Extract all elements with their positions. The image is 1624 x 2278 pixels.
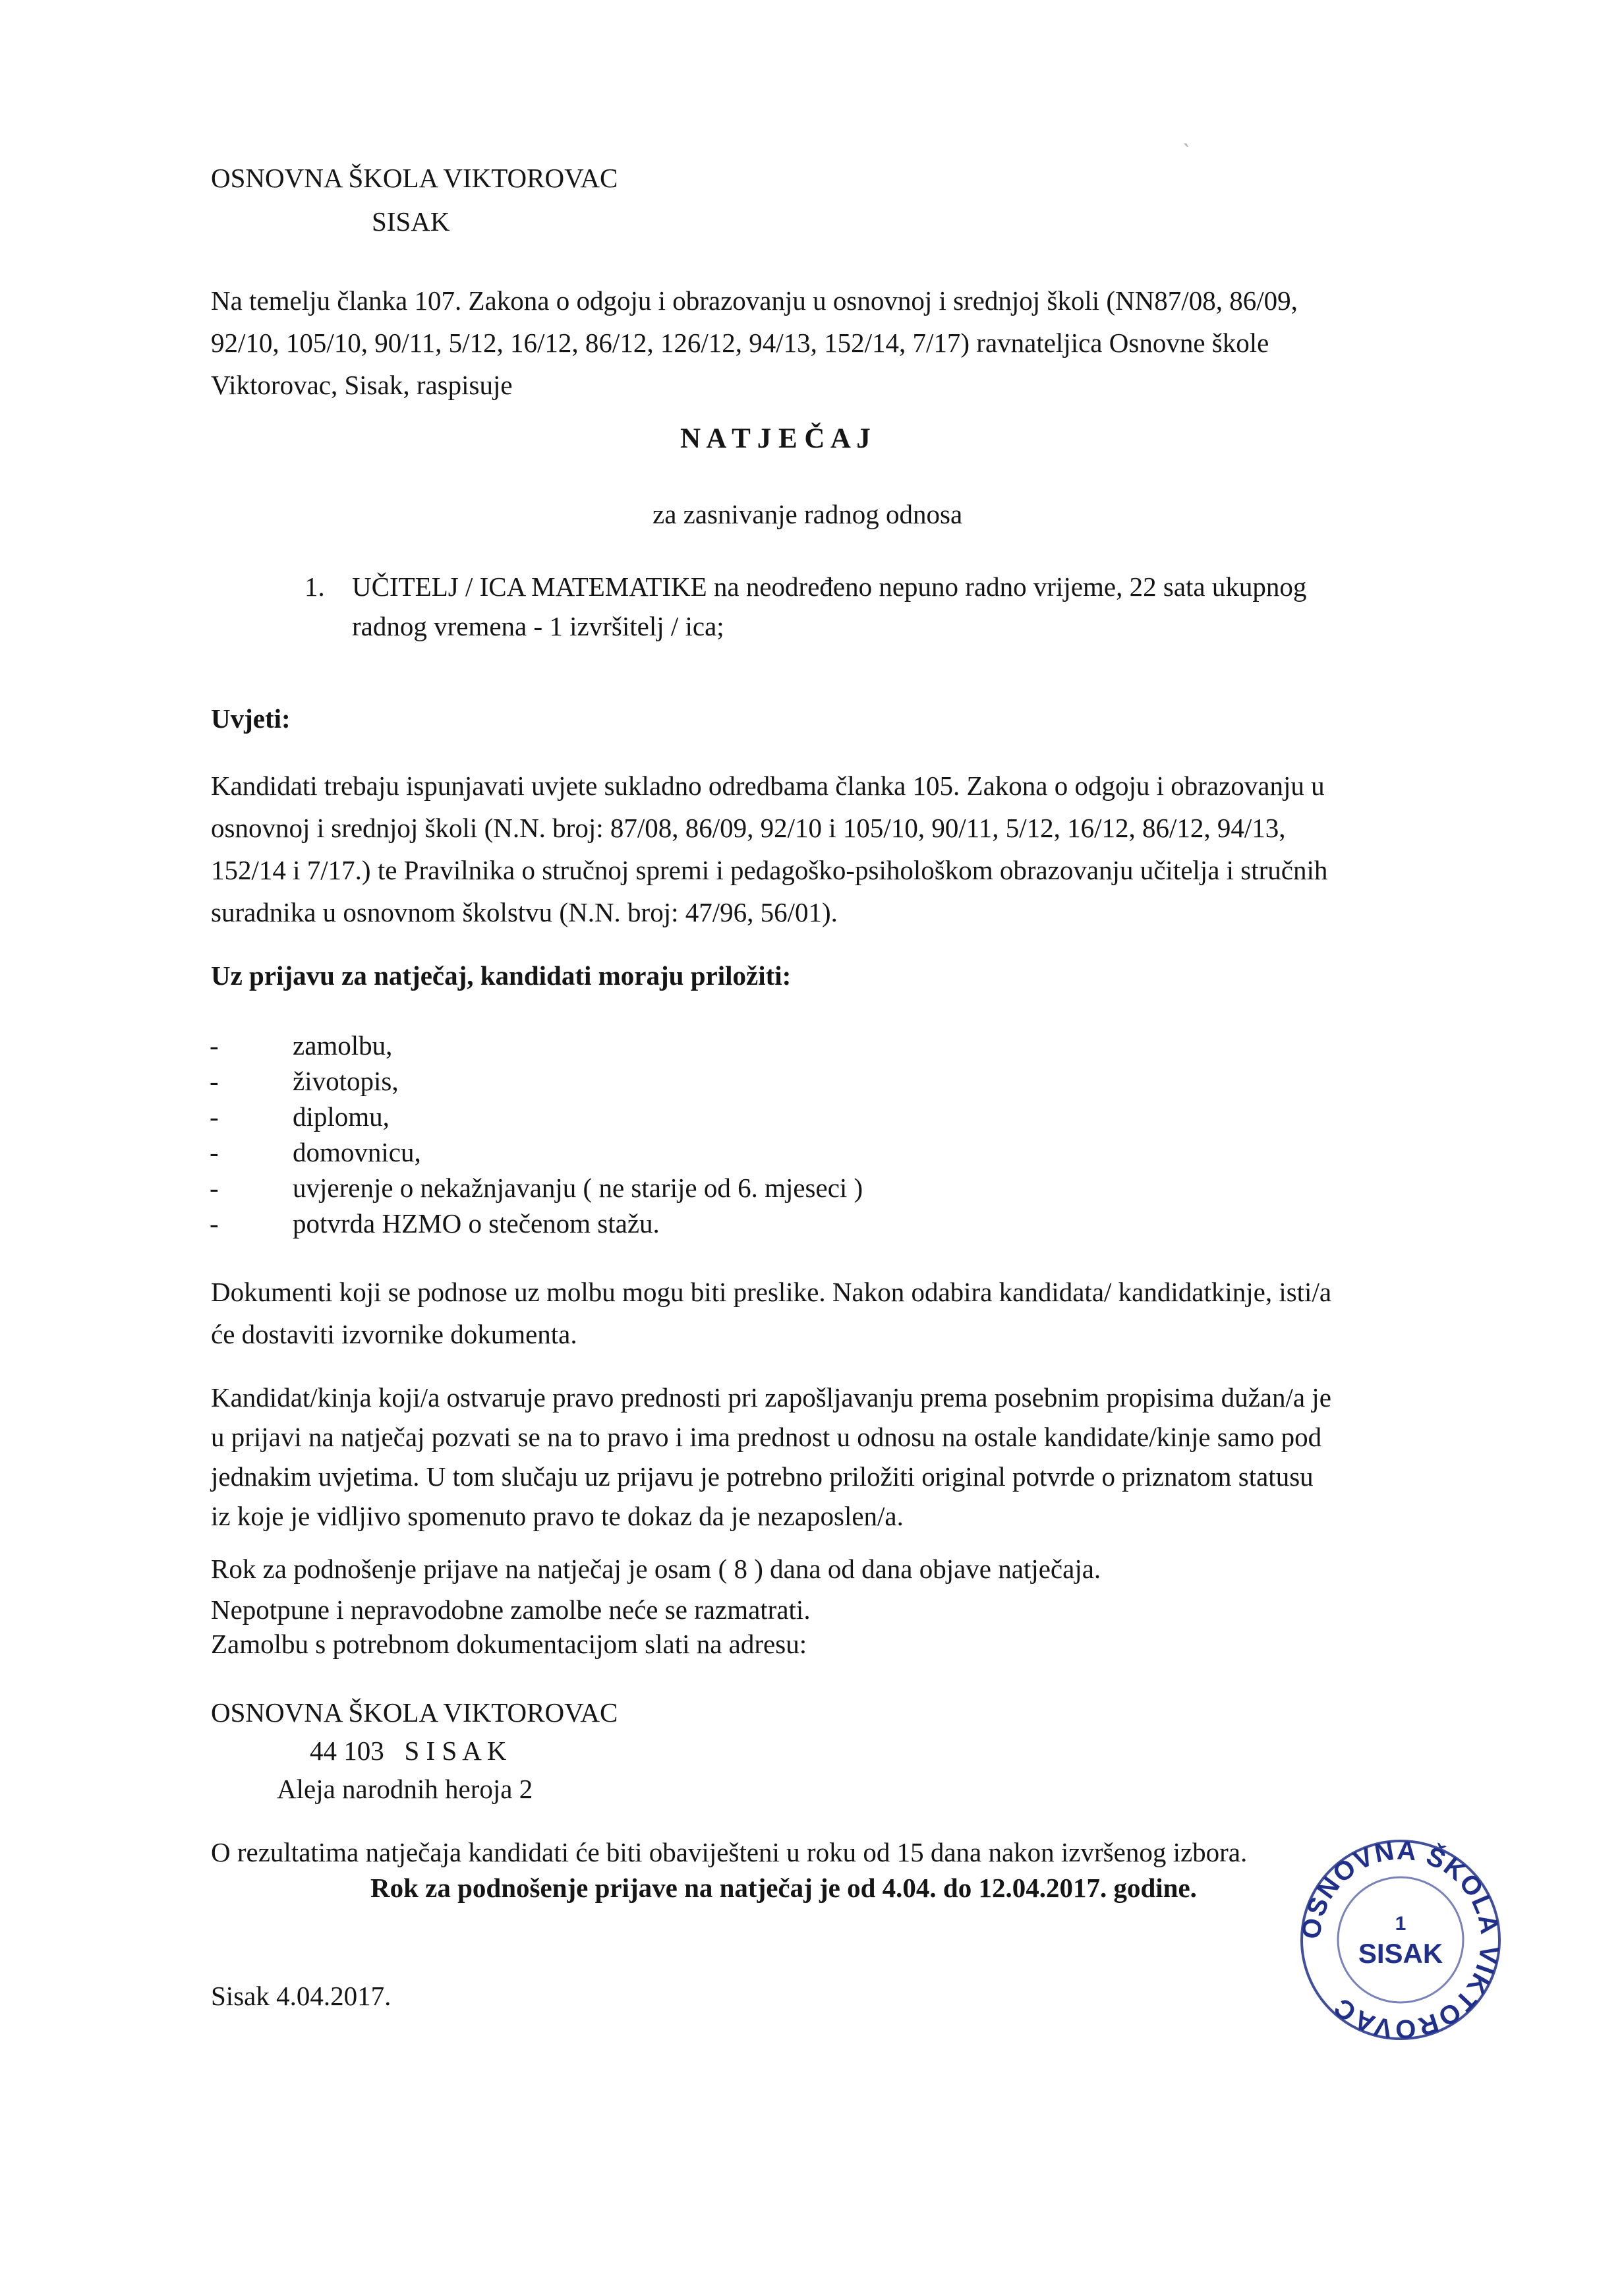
scan-mark: ˎ [1182,119,1192,148]
stamp-number: 1 [1395,1913,1406,1935]
list-item: zamolbu, [293,1030,393,1061]
deadline-info-line: Zamolbu s potrebnom dokumentacijom slati na adresu: [211,1629,807,1659]
priority-line: Kandidat/kinja koji/a ostvaruje pravo prednosti pri zapošljavanju prema posebnim propisima dužan/a je [211,1382,1331,1413]
address-street: Aleja narodnih heroja 2 [277,1774,533,1804]
list-dash: - [210,1101,219,1132]
documents-line: će dostaviti izvornike dokumenta. [211,1319,577,1349]
conditions-line: 152/14 i 7/17.) te Pravilnika o stručnoj spremi i pedagoško-psihološkom obrazovanju učitelja i stručnih [211,855,1328,885]
list-dash: - [210,1137,219,1167]
conditions-line: osnovnoj i srednjoj školi (N.N. broj: 87/08, 86/09, 92/10 i 105/10, 90/11, 5/12, 16/12, 86/12, 94/13, [211,813,1286,843]
school-stamp [1292,1831,1509,2049]
list-item: domovnicu, [293,1137,421,1167]
list-dash: - [210,1030,219,1061]
address-postal: 44 103 S I S A K [310,1736,507,1766]
conditions-paragraph [211,765,1450,933]
address-name: OSNOVNA ŠKOLA VIKTOROVAC [211,1697,618,1728]
intro-paragraph [211,279,1450,406]
intro-line: 92/10, 105/10, 90/11, 5/12, 16/12, 86/12, 126/12, 94/13, 152/14, 7/17) ravnateljica Osnovne škole [211,328,1269,358]
deadline-notice: Rok za podnošenje prijave na natječaj je od 4.04. do 12.04.2017. godine. [370,1873,1197,1903]
attachments-heading: Uz prijavu za natječaj, kandidati moraju priložiti: [211,960,792,991]
position-line: radnog vremena - 1 izvršitelj / ica; [352,611,724,641]
stamp-city: SISAK [1358,1938,1443,1969]
school-city: SISAK [372,206,450,237]
list-item: životopis, [293,1066,399,1096]
date-place: Sisak 4.04.2017. [211,1981,392,2011]
stamp-ring-text: OSNOVNA ŠKOLA VIKTOROVAC [1296,1836,1505,2044]
list-dash: - [210,1066,219,1096]
documents-line: Dokumenti koji se podnose uz molbu mogu biti preslike. Nakon odabira kandidata/ kandidatkinje, isti/a [211,1277,1332,1307]
list-item: uvjerenje o nekažnjavanju ( ne starije od 6. mjeseci ) [293,1173,863,1203]
school-name: OSNOVNA ŠKOLA VIKTOROVAC [211,163,618,193]
position-number: 1. [304,571,325,602]
priority-line: iz koje je vidljivo spomenuto pravo te dokaz da je nezaposlen/a. [211,1501,904,1531]
deadline-info-line: Rok za podnošenje prijave na natječaj je osam ( 8 ) dana od dana objave natječaja. [211,1554,1101,1584]
list-item: diplomu, [293,1101,390,1132]
position-line: UČITELJ / ICA MATEMATIKE na neodređeno nepuno radno vrijeme, 22 sata ukupnog [352,571,1307,602]
intro-line: Na temelju članka 107. Zakona o odgoju i obrazovanju u osnovnoj i srednjoj školi (NN87/08, 86/09, [211,285,1298,316]
list-dash: - [210,1173,219,1203]
list-dash: - [210,1208,219,1239]
conditions-heading: Uvjeti: [211,703,291,734]
intro-line: Viktorovac, Sisak, raspisuje [211,370,513,400]
priority-paragraph [211,1378,1450,1536]
document-subtitle: za zasnivanje radnog odnosa [652,499,963,529]
results-notice: O rezultatima natječaja kandidati će biti obaviješteni u roku od 15 dana nakon izvršenog izbora. [211,1837,1248,1867]
priority-line: u prijavi na natječaj pozvati se na to pravo i ima prednost u odnosu na ostale kandidate/kinje samo pod [211,1422,1322,1452]
conditions-line: suradnika u osnovnom školstvu (N.N. broj: 47/96, 56/01). [211,897,838,927]
documents-paragraph [211,1271,1450,1355]
priority-line: jednakim uvjetima. U tom slučaju uz prijavu je potrebno priložiti original potvrde o priznatom statusu [211,1461,1314,1492]
document-title: N A T J E Č A J [680,423,871,454]
list-item: potvrda HZMO o stečenom stažu. [293,1208,660,1239]
conditions-line: Kandidati trebaju ispunjavati uvjete sukladno odredbama članka 105. Zakona o odgoju i obrazovanju u [211,771,1325,801]
deadline-info-line: Nepotpune i nepravodobne zamolbe neće se razmatrati. [211,1594,811,1625]
